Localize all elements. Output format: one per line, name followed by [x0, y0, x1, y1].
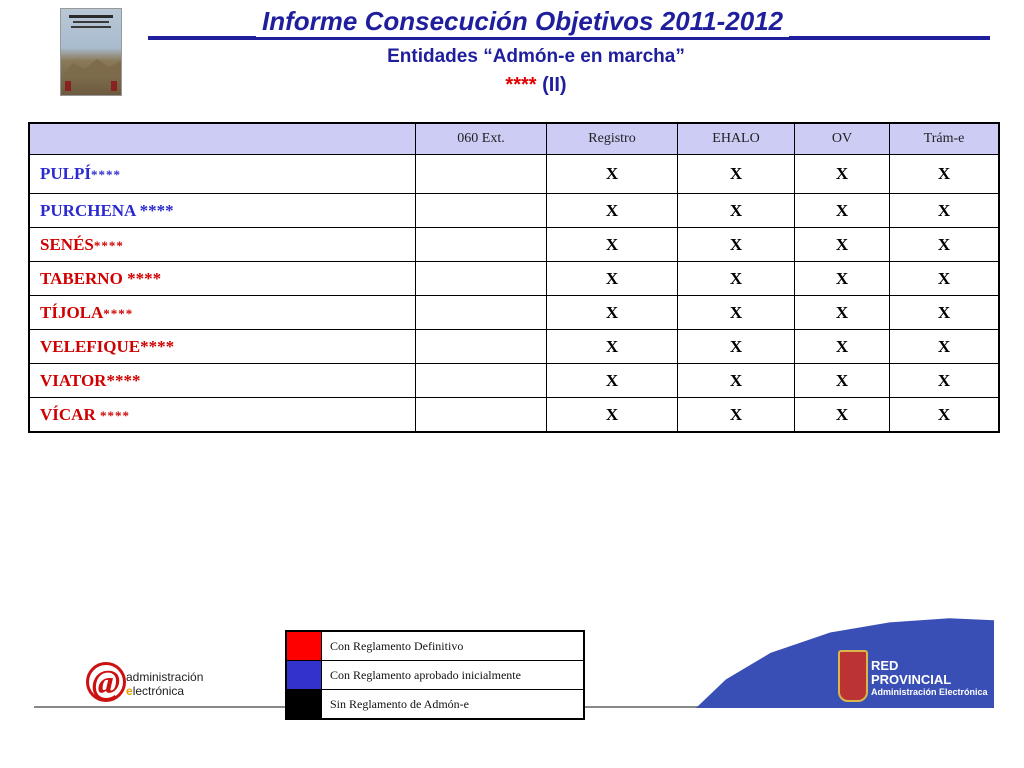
table-row — [29, 330, 999, 364]
cell-ehalo: X — [678, 296, 795, 330]
cell-060 — [416, 330, 547, 364]
page-subtitle: Entidades “Admón-e en marcha” — [387, 46, 685, 67]
cell-ov: X — [795, 228, 890, 262]
column-header-060: 060 Ext. — [416, 123, 547, 155]
cell-trame: X — [890, 398, 1000, 433]
entity-name: TÍJOLA — [40, 302, 104, 322]
entity-stars: **** — [91, 167, 121, 182]
cell-ov: X — [795, 194, 890, 228]
red-provincial-logo — [696, 606, 994, 708]
entity-stars: **** — [103, 305, 134, 321]
cover-title-bar — [71, 26, 111, 28]
cell-trame: X — [890, 364, 1000, 398]
logo-text-line2 — [126, 684, 184, 698]
cell-ehalo: X — [678, 228, 795, 262]
table-row — [29, 194, 999, 228]
cell-ehalo: X — [678, 155, 795, 194]
cell-registro: X — [547, 228, 678, 262]
table-row — [29, 155, 999, 194]
page-title: Informe Consecución Objetivos 2011-2012 — [256, 6, 789, 37]
cell-trame: X — [890, 330, 1000, 364]
cell-060 — [416, 364, 547, 398]
cell-060 — [416, 398, 547, 433]
cell-ov: X — [795, 296, 890, 330]
legend-swatch-red — [286, 631, 322, 661]
cell-ov: X — [795, 262, 890, 296]
column-header-entity — [29, 123, 416, 155]
legend-label: Sin Reglamento de Admón-e — [322, 690, 585, 720]
cell-registro: X — [547, 155, 678, 194]
entity-stars: **** — [106, 370, 141, 390]
cell-ehalo: X — [678, 330, 795, 364]
entity-stars: **** — [140, 336, 175, 356]
entity-name: SENÉS — [40, 234, 94, 254]
logo-text-admin: Administración Electrónica — [871, 687, 988, 697]
cell-registro: X — [547, 296, 678, 330]
entity-name: PURCHENA — [40, 200, 136, 220]
logo-text-rest: lectrónica — [132, 684, 185, 698]
stars-marker: **** — [505, 74, 537, 96]
entity-name-cell — [29, 262, 416, 296]
cell-registro: X — [547, 364, 678, 398]
cell-ov: X — [795, 155, 890, 194]
cover-title-bar — [69, 15, 113, 18]
column-header-ov: OV — [795, 123, 890, 155]
table-header-row — [29, 123, 999, 155]
cell-060 — [416, 296, 547, 330]
cell-ehalo: X — [678, 194, 795, 228]
column-header-registro: Registro — [547, 123, 678, 155]
logo-text-provincial: PROVINCIAL — [871, 672, 952, 687]
cell-trame: X — [890, 262, 1000, 296]
logo-text-red: RED — [871, 658, 899, 673]
entity-name-cell — [29, 194, 416, 228]
cell-ehalo: X — [678, 262, 795, 296]
part-label: (II) — [542, 74, 567, 96]
legend-row — [286, 661, 584, 690]
table-row — [29, 398, 999, 433]
entities-table — [28, 122, 1000, 433]
cell-060 — [416, 155, 547, 194]
cell-060 — [416, 194, 547, 228]
legend-row — [286, 631, 584, 661]
entity-stars: **** — [122, 268, 162, 288]
logo-text-line1: administración — [126, 670, 204, 684]
administracion-electronica-logo — [86, 662, 216, 706]
cell-ov: X — [795, 398, 890, 433]
cell-trame: X — [890, 155, 1000, 194]
entity-name: PULPÍ — [40, 164, 91, 183]
legend-row — [286, 690, 584, 720]
cell-trame: X — [890, 228, 1000, 262]
table-row — [29, 364, 999, 398]
entity-stars: **** — [135, 200, 174, 220]
column-header-trame: Trám-e — [890, 123, 1000, 155]
entity-name-cell — [29, 296, 416, 330]
cell-trame: X — [890, 296, 1000, 330]
entity-stars: **** — [95, 407, 130, 423]
entity-name-cell — [29, 398, 416, 433]
at-sign-icon: @ — [86, 662, 126, 702]
cell-ehalo: X — [678, 364, 795, 398]
entity-stars: **** — [93, 237, 124, 253]
cell-ov: X — [795, 364, 890, 398]
cell-registro: X — [547, 194, 678, 228]
entity-name-cell — [29, 330, 416, 364]
entity-name-cell — [29, 364, 416, 398]
cover-title-bar — [73, 21, 109, 23]
provincial-shield-icon — [838, 650, 868, 702]
legend-swatch-black — [286, 690, 322, 720]
column-header-ehalo: EHALO — [678, 123, 795, 155]
logo-e-letter: e — [126, 684, 133, 698]
cell-060 — [416, 228, 547, 262]
entity-name: VELEFIQUE — [40, 336, 141, 356]
legend-swatch-blue — [286, 661, 322, 690]
legend-label: Con Reglamento Definitivo — [322, 631, 585, 661]
cell-ov: X — [795, 330, 890, 364]
cell-registro: X — [547, 398, 678, 433]
cell-ehalo: X — [678, 398, 795, 433]
cell-registro: X — [547, 262, 678, 296]
page-subtitle-part — [0, 74, 1024, 97]
table-row — [29, 262, 999, 296]
table-row — [29, 296, 999, 330]
entity-name-cell — [29, 228, 416, 262]
color-legend — [285, 630, 585, 720]
entity-name: VIATOR — [40, 370, 107, 390]
legend-label: Con Reglamento aprobado inicialmente — [322, 661, 585, 690]
cell-registro: X — [547, 330, 678, 364]
table-row — [29, 228, 999, 262]
entity-name-cell — [29, 155, 416, 194]
cell-trame: X — [890, 194, 1000, 228]
cell-060 — [416, 262, 547, 296]
entity-name: VÍCAR — [40, 404, 96, 424]
entity-name: TABERNO — [40, 268, 123, 288]
